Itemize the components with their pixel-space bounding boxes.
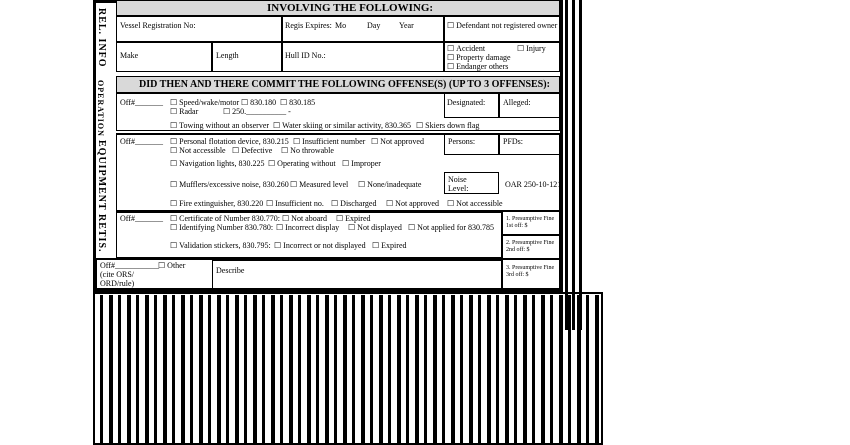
stripe: [280, 295, 283, 445]
stripe: [595, 295, 599, 445]
not-displayed-checkbox[interactable]: ☐ Not displayed: [348, 223, 402, 233]
bar: [565, 0, 568, 330]
expired2-checkbox[interactable]: ☐ Expired: [372, 241, 407, 251]
fine2-label: 2. Presumptive Fine: [506, 240, 555, 246]
stripe: [433, 295, 437, 445]
stripe: [469, 295, 473, 445]
s185-checkbox[interactable]: ☐ 830.185: [280, 98, 315, 108]
stripe: [388, 295, 391, 445]
insufficient-number-checkbox[interactable]: ☐ Insufficient number: [293, 137, 365, 147]
improper-checkbox[interactable]: ☐ Improper: [342, 159, 381, 169]
defendant-field[interactable]: [444, 16, 560, 42]
discharged-checkbox[interactable]: ☐ Discharged: [331, 199, 376, 209]
equipment-off-num[interactable]: Off#_______: [120, 137, 163, 146]
stripe: [325, 295, 329, 445]
not-approved-checkbox[interactable]: ☐ Not approved: [371, 137, 424, 147]
skiers-down-checkbox[interactable]: ☐ Skiers down flag: [416, 121, 479, 131]
expired-checkbox[interactable]: ☐ Expired: [336, 214, 371, 224]
stripe: [487, 295, 491, 445]
stripe: [541, 295, 545, 445]
stripe: [424, 295, 427, 445]
designated-label: Designated:: [447, 98, 486, 107]
fine2-amount: 2nd off: $: [506, 247, 530, 253]
stripe: [253, 295, 257, 445]
vessel-reg-label: Vessel Registration No:: [120, 21, 196, 30]
water-skiing-checkbox[interactable]: ☐ Water skiing or similar activity, 830.365: [273, 121, 411, 131]
identifying-checkbox[interactable]: ☐ Identifying Number 830.780:: [170, 223, 273, 233]
offense-header: [116, 76, 560, 93]
stripe: [154, 295, 157, 445]
stripe: [415, 295, 419, 445]
validation-checkbox[interactable]: ☐ Validation stickers, 830.795:: [170, 241, 271, 251]
stripe: [586, 295, 589, 445]
stripe: [172, 295, 175, 445]
bar: [572, 0, 575, 330]
stripe: [271, 295, 275, 445]
injury-checkbox[interactable]: ☐ Injury: [517, 44, 546, 54]
nav-lights-checkbox[interactable]: ☐ Navigation lights, 830.225: [170, 159, 265, 169]
stripe: [334, 295, 337, 445]
stripe: [361, 295, 365, 445]
fine1-field[interactable]: [502, 211, 560, 235]
stripe: [298, 295, 301, 445]
noise-level-label: Noise Level:: [448, 175, 469, 193]
stripe: [163, 295, 167, 445]
stripe: [289, 295, 293, 445]
not-accessible-checkbox[interactable]: ☐ Not accessible: [170, 146, 226, 156]
stripe: [136, 295, 139, 445]
hull-id-label: Hull ID No.:: [285, 51, 326, 60]
section-label-rel-info: REL. INFO: [96, 8, 107, 68]
fine1-amount: 1st off: $: [506, 223, 528, 229]
s250-checkbox[interactable]: ☐ 250.__________ -: [223, 107, 291, 117]
mufflers-checkbox[interactable]: ☐ Mufflers/excessive noise, 830.260: [170, 180, 289, 190]
make-label: Make: [120, 51, 139, 60]
bar: [579, 0, 582, 330]
stripe: [307, 295, 311, 445]
describe-label: Describe: [216, 266, 245, 275]
stripe: [532, 295, 535, 445]
involving-header: [116, 0, 560, 16]
ord-label: ORD/rule): [100, 279, 135, 288]
stripe: [577, 295, 581, 445]
vessel-reg-field[interactable]: [116, 16, 282, 42]
section-label-retis: RETIS.: [96, 214, 107, 253]
accident-field[interactable]: [444, 42, 560, 72]
stripe: [127, 295, 131, 445]
alleged-field[interactable]: [499, 93, 560, 118]
radar-checkbox[interactable]: ☐ Radar: [170, 107, 198, 117]
stripe: [181, 295, 185, 445]
other-off-num[interactable]: Off#___________: [100, 261, 159, 270]
persons-field[interactable]: [444, 133, 499, 155]
pfds-field[interactable]: [499, 133, 560, 155]
operating-without-checkbox[interactable]: ☐ Operating without: [268, 159, 336, 169]
length-field[interactable]: [212, 42, 282, 72]
regis-expires-field[interactable]: [282, 16, 444, 42]
defendant-checkbox[interactable]: ☐ Defendant not registered owner: [447, 21, 557, 31]
day-label: Day: [367, 21, 381, 30]
mo-label: Mo: [335, 21, 347, 30]
no-throwable-checkbox[interactable]: ☐ No throwable: [281, 146, 334, 156]
length-label: Length: [216, 51, 239, 60]
not-accessible2-checkbox[interactable]: ☐ Not accessible: [447, 199, 503, 209]
stripe: [397, 295, 401, 445]
not-approved2-checkbox[interactable]: ☐ Not approved: [386, 199, 439, 209]
stripe: [262, 295, 265, 445]
operation-off-num[interactable]: Off#_______: [120, 98, 163, 107]
fine2-field[interactable]: [502, 235, 560, 259]
year-label: Year: [399, 21, 414, 30]
make-field[interactable]: [116, 42, 212, 72]
fine3-field[interactable]: [502, 259, 560, 289]
not-applied-checkbox[interactable]: ☐ Not applied for 830.785: [408, 223, 494, 233]
incorrect-display-checkbox[interactable]: ☐ Incorrect display: [276, 223, 339, 233]
stripe: [244, 295, 247, 445]
fine3-label: 3. Presumptive Fine: [506, 265, 555, 271]
stripe: [343, 295, 347, 445]
offense-title: DID THEN AND THERE COMMIT THE FOLLOWING OFFENSE(S) (UP TO 3 OFFENSES):: [139, 79, 550, 90]
stripe: [514, 295, 517, 445]
other-checkbox[interactable]: ☐ Other: [158, 261, 185, 271]
section-label-equipment: EQUIPMENT: [96, 140, 107, 211]
none-inadequate-checkbox[interactable]: ☐ None/inadequate: [358, 180, 421, 190]
stripe: [505, 295, 509, 445]
stripe: [406, 295, 409, 445]
stripe: [478, 295, 481, 445]
cite-label: (cite ORS/: [100, 270, 134, 279]
towing-checkbox[interactable]: ☐ Towing without an observer: [170, 121, 269, 131]
section-label-operation: OPERATION: [96, 80, 105, 137]
stripe: [145, 295, 149, 445]
stripe: [370, 295, 373, 445]
persons-label: Persons:: [448, 137, 476, 146]
stripe: [496, 295, 499, 445]
defective-checkbox[interactable]: ☐ Defective: [232, 146, 272, 156]
cert-number-checkbox[interactable]: ☐ Certificate of Number 830.770:: [170, 214, 280, 224]
s180-checkbox[interactable]: ☐ 830.180: [241, 98, 276, 108]
alleged-label: Alleged:: [503, 98, 531, 107]
pfd-checkbox[interactable]: ☐ Personal flotation device, 830.215: [170, 137, 289, 147]
oar-label: OAR 250-10-121: [505, 180, 562, 189]
stripe: [451, 295, 455, 445]
involving-title: INVOLVING THE FOLLOWING:: [267, 2, 434, 14]
insufficient-no-checkbox[interactable]: ☐ Insufficient no.: [266, 199, 324, 209]
stripe: [523, 295, 527, 445]
regis-expires-label: Regis Expires:: [285, 21, 332, 30]
incorrect-or-not-checkbox[interactable]: ☐ Incorrect or not displayed: [274, 241, 366, 251]
designated-field[interactable]: [444, 93, 499, 118]
stripe: [208, 295, 211, 445]
pfds-label: PFDs:: [503, 137, 524, 146]
stripe: [226, 295, 229, 445]
stripe: [118, 295, 121, 445]
stripe: [550, 295, 553, 445]
fine1-label: 1. Presumptive Fine: [506, 216, 555, 222]
describe-field[interactable]: [212, 260, 502, 289]
retis-off-num[interactable]: Off#_______: [120, 214, 163, 223]
stripe: [316, 295, 319, 445]
stripe: [379, 295, 383, 445]
stripe: [559, 295, 563, 445]
stripe: [235, 295, 239, 445]
stripe: [352, 295, 355, 445]
stripe: [100, 295, 103, 445]
stripe: [217, 295, 221, 445]
endanger-others-checkbox[interactable]: ☐ Endanger others: [447, 62, 508, 72]
stripe: [460, 295, 463, 445]
stripe: [442, 295, 445, 445]
stripe: [109, 295, 113, 445]
fire-ext-checkbox[interactable]: ☐ Fire extinguisher, 830.220: [170, 199, 263, 209]
stripe: [190, 295, 193, 445]
fine3-amount: 3rd off: $: [506, 272, 529, 278]
noise-level-field[interactable]: [444, 172, 499, 194]
property-damage-checkbox[interactable]: ☐ Property damage: [447, 53, 511, 63]
stripe: [199, 295, 203, 445]
hull-id-field[interactable]: [282, 42, 444, 72]
stripe: [568, 295, 571, 445]
not-aboard-checkbox[interactable]: ☐ Not aboard: [282, 214, 327, 224]
measured-level-checkbox[interactable]: ☐ Measured level: [290, 180, 348, 190]
accident-checkbox[interactable]: ☐ Accident: [447, 44, 485, 54]
speed-checkbox[interactable]: ☐ Speed/wake/motor: [170, 98, 239, 108]
